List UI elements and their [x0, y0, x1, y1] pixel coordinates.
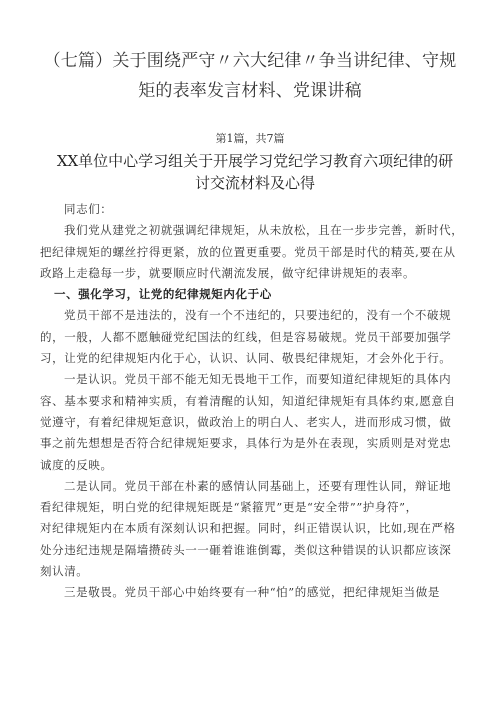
paragraph-line: 觉遵守，有着纪律规矩意识，做政治上的明白人、老实人，进而形成习惯，做: [40, 414, 452, 429]
paragraph-line: 的，一般，人都不愿触碰党纪国法的红线，但是容易破规。党员干部要加强学: [40, 329, 452, 344]
paragraph-line: 刻认清。: [40, 564, 89, 579]
paragraph-line: 二是认同。党员干部在朴素的感情认同基础上，还要有理性认同，辩证地: [64, 478, 452, 493]
paragraph-line: 习，让党的纪律规矩内化于心，认识、认同、敬畏纪律规矩，才会外化于行。: [40, 351, 452, 366]
document-title-line: 矩的表率发言材料、党课讲稿: [138, 81, 362, 101]
greeting: 同志们：: [64, 202, 113, 216]
paragraph-line: 容、基本要求和精神实质，有着清醒的认知，知道纪律规矩有具体约束,愿意自: [40, 393, 456, 408]
paragraph-line: 诚度的反映。: [40, 457, 113, 472]
paragraph-line: 政路上走稳每一步，就要顺应时代潮流发展，做守纪律讲规矩的表率。: [40, 265, 416, 280]
document-title: [40, 46, 460, 106]
section-title-line: XX单位中心学习组关于开展学习党纪学习教育六项纪律的研: [56, 152, 454, 170]
document-title-line: （七篇）关于围绕严守〃六大纪律〃争当讲纪律、守规: [43, 51, 457, 71]
section-heading: 一、强化学习，让党的纪律规矩内化于心: [54, 287, 272, 302]
paragraph-line: 对纪律规矩内在本质有深刻认识和把握。同时，纠正错误认识，比如,现在严格: [40, 521, 456, 536]
paragraph-line: 处分违纪违规是隔墙攒砖头一一砸着谁谁倒霉，类似这种错误的认识都应该深: [40, 542, 452, 557]
paragraph-line: 党员干部不是违法的，没有一个不违纪的，只要违纪的，没有一个不破规: [64, 308, 452, 323]
part-label: 第1篇，共7篇: [215, 132, 285, 145]
section-title-line: 讨交流材料及心得: [194, 174, 315, 192]
paragraph-line: 把纪律规矩的螺丝拧得更紧，放的位置更重要。党员干部是时代的精英,要在从: [40, 244, 456, 259]
document-body: [40, 199, 470, 604]
paragraph-line: 看纪律规矩，明白党的纪律规矩既是“紧箍咒”更是“安全带””护身符”，: [40, 500, 418, 515]
paragraph-line: 一是认识。党员干部不能无知无畏地干工作，而要知道纪律规矩的具体内: [64, 372, 452, 387]
paragraph-line: 我们党从建党之初就强调纪律规矩，从未放松，且在一步步完善，新时代，: [64, 223, 464, 238]
section-title: [40, 150, 470, 194]
paragraph-line: 三是敬畏。党员干部心中始终要有一种“怕”的感觉，把纪律规矩当做是: [64, 585, 440, 600]
paragraph-line: 事之前先想想是否符合纪律规矩要求，具体行为是外在表现，实质则是对党忠: [40, 436, 452, 451]
